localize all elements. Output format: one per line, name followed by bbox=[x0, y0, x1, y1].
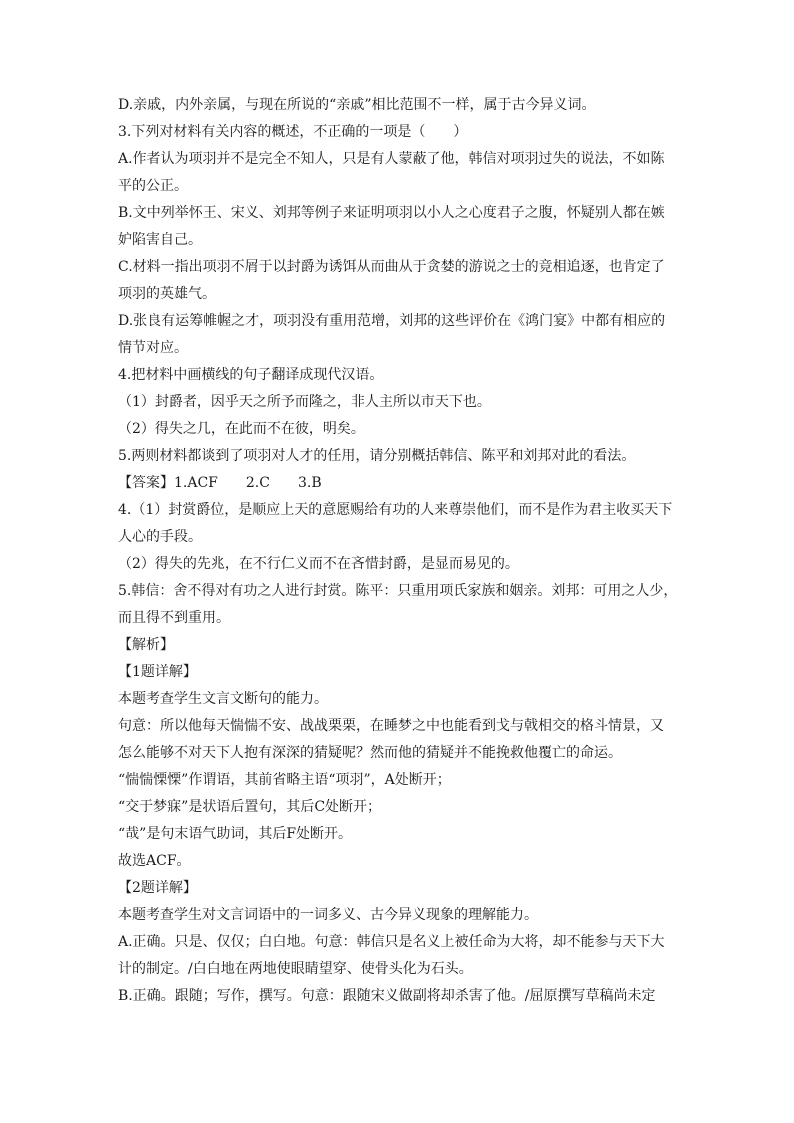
q2-detail-line-3: 计的制定。/白白地在两地使眼睛望穿、使骨头化为石头。 bbox=[118, 961, 473, 977]
option-d-line-2: 情节对应。 bbox=[118, 340, 188, 356]
q1-detail-line-4: “惴惴慄慄”作谓语，其前省略主语“项羽”，A处断开； bbox=[118, 772, 451, 788]
question-4-sentence-1: （1）封爵者，因乎天之所予而隆之，非人主所以市天下也。 bbox=[118, 394, 491, 410]
answer-5-line-1: 5.韩信：舍不得对有功之人进行封赏。陈平：只重用项氏家族和姻亲。刘邦：可用之人少， bbox=[118, 583, 678, 599]
text-line: D.亲戚，内外亲属，与现在所说的“亲戚”相比范围不一样，属于古今异义词。 bbox=[118, 97, 596, 113]
document-body bbox=[118, 92, 678, 1010]
option-b-line-1: B.文中列举怀王、宋义、刘邦等例子来证明项羽以小人之心度君子之腹，怀疑别人都在嫉 bbox=[118, 205, 665, 221]
option-a-line-1: A.作者认为项羽并不是完全不知人，只是有人蒙蔽了他，韩信对项羽过失的说法，不如陈 bbox=[118, 151, 665, 167]
analysis-heading: 【解析】 bbox=[118, 637, 174, 653]
q2-detail-line-1: 本题考查学生对文言词语中的一词多义、古今异义现象的理解能力。 bbox=[118, 907, 538, 923]
q2-detail-heading: 【2题详解】 bbox=[118, 880, 197, 896]
q2-detail-line-2: A.正确。只是、仅仅；白白地。句意：韩信只是名义上被任命为大将，却不能参与天下大 bbox=[118, 934, 665, 950]
q1-detail-line-3: 怎么能够不对天下人抱有深深的猜疑呢？然而他的猜疑并不能挽救他覆亡的命运。 bbox=[118, 745, 622, 761]
option-a-line-2: 平的公正。 bbox=[118, 178, 188, 194]
option-b-line-2: 妒陷害自己。 bbox=[118, 232, 202, 248]
question-4-stem: 4.把材料中画横线的句子翻译成现代汉语。 bbox=[118, 367, 384, 383]
answer-4-line-3: （2）得失的先兆，在不行仁义而不在吝惜封爵，是显而易见的。 bbox=[118, 556, 519, 572]
q1-detail-line-2: 句意：所以他每天惴惴不安、战战栗栗，在睡梦之中也能看到戈与戟相交的格斗情景，又 bbox=[118, 718, 664, 734]
q2-detail-line-4: B.正确。跟随；写作，撰写。句意：跟随宋义做副将却杀害了他。/屈原撰写草稿尚未定 bbox=[118, 988, 656, 1004]
question-4-sentence-2: （2）得失之几，在此而不在彼，明矣。 bbox=[118, 421, 365, 437]
q1-detail-line-7: 故选ACF。 bbox=[118, 853, 191, 869]
option-c-line-2: 项羽的英雄气。 bbox=[118, 286, 216, 302]
answer-4-line-2: 人心的手段。 bbox=[118, 529, 202, 545]
q1-detail-line-5: “交于梦寐”是状语后置句，其后C处断开； bbox=[118, 799, 382, 815]
answer-5-line-2: 而且得不到重用。 bbox=[118, 610, 230, 626]
q1-detail-line-1: 本题考查学生文言文断句的能力。 bbox=[118, 691, 328, 707]
option-c-line-1: C.材料一指出项羽不屑于以封爵为诱饵从而曲从于贪婪的游说之士的竞相追逐，也肯定了 bbox=[118, 259, 665, 275]
q1-detail-heading: 【1题详解】 bbox=[118, 664, 197, 680]
answer-4-line-1: 4.（1）封赏爵位，是顺应上天的意愿赐给有功的人来尊崇他们，而不是作为君主收买天下 bbox=[118, 502, 673, 518]
question-3-stem: 3.下列对材料有关内容的概述，不正确的一项是（ ） bbox=[118, 124, 468, 140]
question-5-stem: 5.两则材料都谈到了项羽对人才的任用，请分别概括韩信、陈平和刘邦对此的看法。 bbox=[118, 448, 636, 464]
q1-detail-line-6: “哉”是句末语气助词，其后F处断开。 bbox=[118, 826, 353, 842]
answer-heading: 【答案】1.ACF 2.C 3.B bbox=[118, 475, 322, 491]
option-d-line-1: D.张良有运筹帷幄之才，项羽没有重用范增，刘邦的这些评价在《鸿门宴》中都有相应的 bbox=[118, 313, 666, 329]
